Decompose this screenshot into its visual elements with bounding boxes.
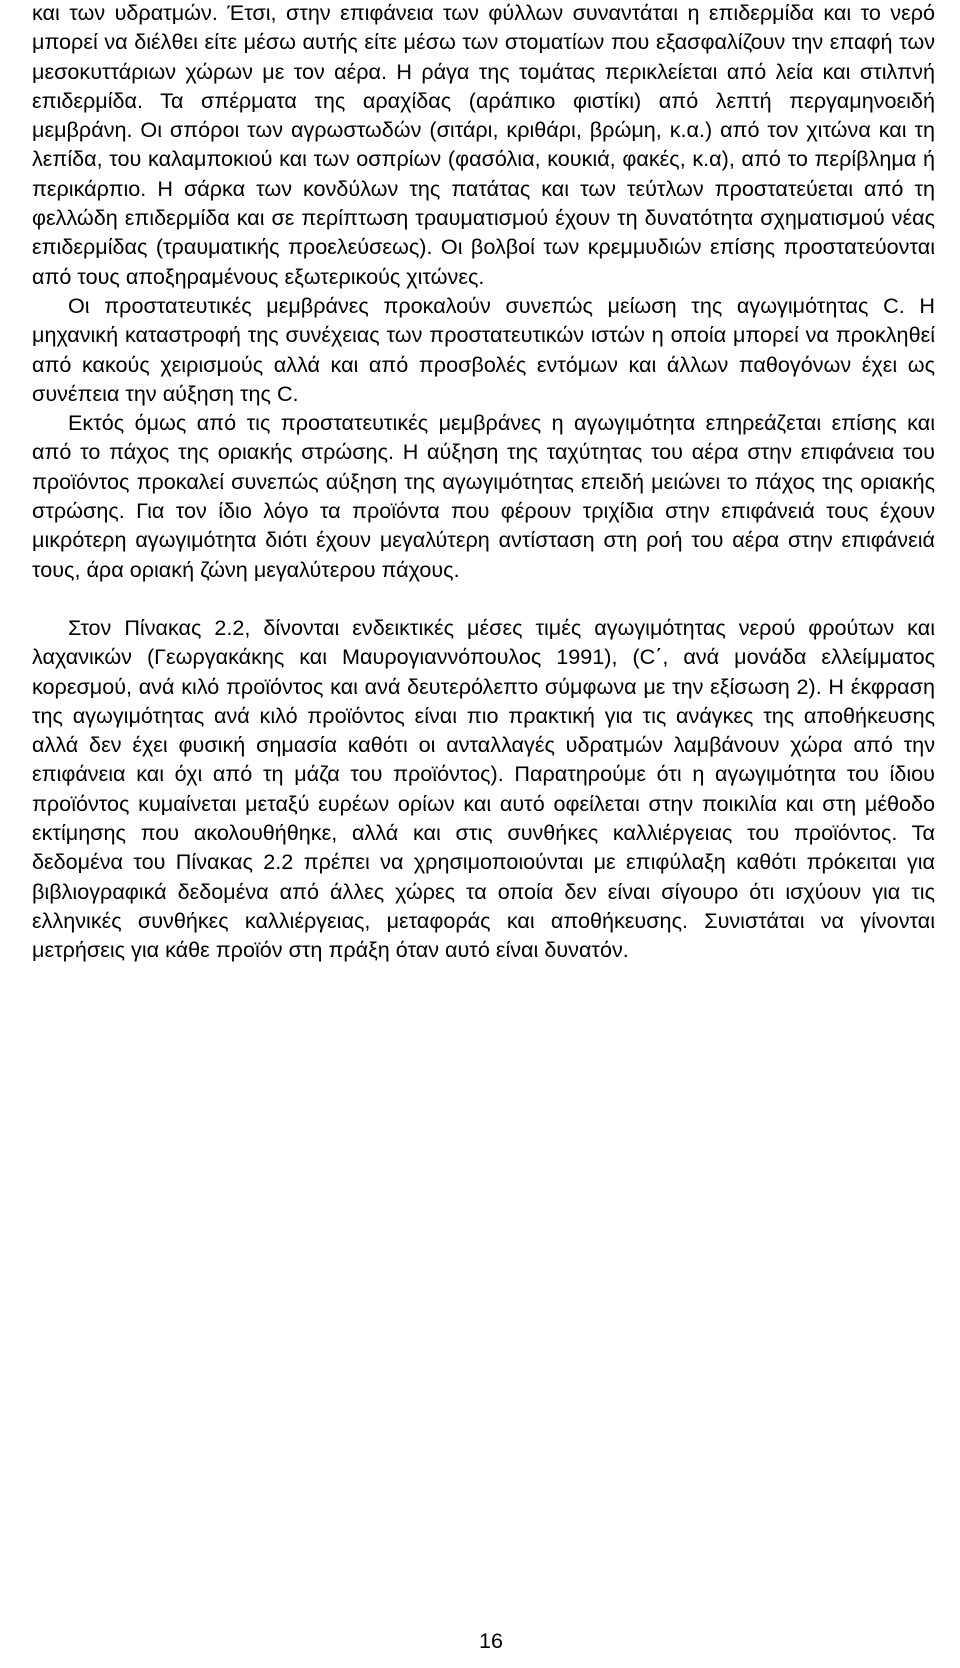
paragraph-boundary-layer: Εκτός όμως από τις προστατευτικές μεμβράνες η αγωγιμότητα επηρεάζεται επίσης και από το πάχος της οριακής στρώσης. Η αύξηση της ταχύτητας του αέρα στην επιφάνεια του προϊόντος προκαλεί συνεπώς αύξηση της αγωγιμότητας επειδή μειώνει το πάχος της οριακής στρώσης. Για τον ίδιο λόγο τα προϊόντα που φέρουν τριχίδια στην επιφάνειά τους έχουν μικρότερη αγωγιμότητα διότι έχουν μεγαλύτερη αντίσταση στη ροή του αέρα στην επιφάνειά τους, άρα οριακή ζώνη μεγαλύτερου πάχους. [32, 410, 935, 582]
paragraph-protective-tissues: και των υδρατμών. Έτσι, στην επιφάνεια των φύλλων συναντάται η επιδερμίδα και το νερό μπορεί να διέλθει είτε μέσω αυτής είτε μέσω των στοματίων που εξασφαλίζουν την επαφή των μεσοκυττάριων χώρων με τον αέρα. Η ράγα της τομάτας περικλείεται από λεία και στιλπνή επιδερμίδα. Τα σπέρματα της αραχίδας (αράπικο φιστίκι) από λεπτή περγαμηνοειδή μεμβράνη. Οι σπόροι των αγρωστωδών (σιτάρι, κριθάρι, βρώμη, κ.α.) από τον χιτώνα και τη λεπίδα, του καλαμποκιού και των οσπρίων (φασόλια, κουκιά, φακές, κ.α), από το περίβλημα ή περικάρπιο. Η σάρκα των κονδύλων της πατάτας και των τεύτλων προστατεύεται από τη φελλώδη επιδερμίδα και σε περίπτωση τραυματισμού έχουν τη δυνατότητα σχηματισμού νέας επιδερμίδας (τραυματικής προελεύσεως). Οι βολβοί των κρεμμυδιών επίσης προστατεύονται από τους αποξηραμένους εξωτερικούς χιτώνες. [32, 0, 935, 289]
paragraph-spacer [32, 584, 935, 613]
paragraph-conductivity-reduction: Οι προστατευτικές μεμβράνες προκαλούν συνεπώς μείωση της αγωγιμότητας C. Η μηχανική καταστροφή της συνέχειας των προστατευτικών ιστών η οποία μπορεί να προκληθεί από κακούς χειρισμούς αλλά και από προσβολές εντόμων και άλλων παθογόνων έχει ως συνέπεια την αύξηση της C. [32, 292, 935, 406]
document-body [32, 0, 935, 965]
paragraph-table-reference: Στον Πίνακας 2.2, δίνονται ενδεικτικές μέσες τιμές αγωγιμότητας νερού φρούτων και λαχανικών (Γεωργακάκης και Μαυρογιαννόπουλος 1991), (C΄, ανά μονάδα ελλείμματος κορεσμού, ανά κιλό προϊόντος και ανά δευτερόλεπτο σύμφωνα με την εξίσωση 2). Η έκφραση της αγωγιμότητας ανά κιλό προϊόντος είναι πιο πρακτική για τις ανάγκες της αποθήκευσης αλλά δεν έχει φυσική σημασία καθότι οι ανταλλαγές υδρατμών λαμβάνουν χώρα από την επιφάνεια και όχι από τη μάζα του προϊόντος). Παρατηρούμε ότι η αγωγιμότητα του ίδιου προϊόντος κυμαίνεται μεταξύ ευρέων ορίων και αυτό οφείλεται στην ποικιλία και στη μέθοδο εκτίμησης που ακολουθήθηκε, αλλά και στις συνθήκες καλλιέργειας του προϊόντος. Τα δεδομένα του Πίνακας 2.2 πρέπει να χρησιμοποιούνται με επιφύλαξη καθότι πρόκειται για βιβλιογραφικά δεδομένα από άλλες χώρες τα οποία δεν είναι σίγουρο ότι ισχύουν για τις ελληνικές συνθήκες καλλιέργειας, μεταφοράς και αποθήκευσης. Συνιστάται να γίνονται μετρήσεις για κάθε προϊόν στη πράξη όταν αυτό είναι δυνατόν. [32, 614, 935, 963]
page-number: 16 [478, 1628, 504, 1653]
